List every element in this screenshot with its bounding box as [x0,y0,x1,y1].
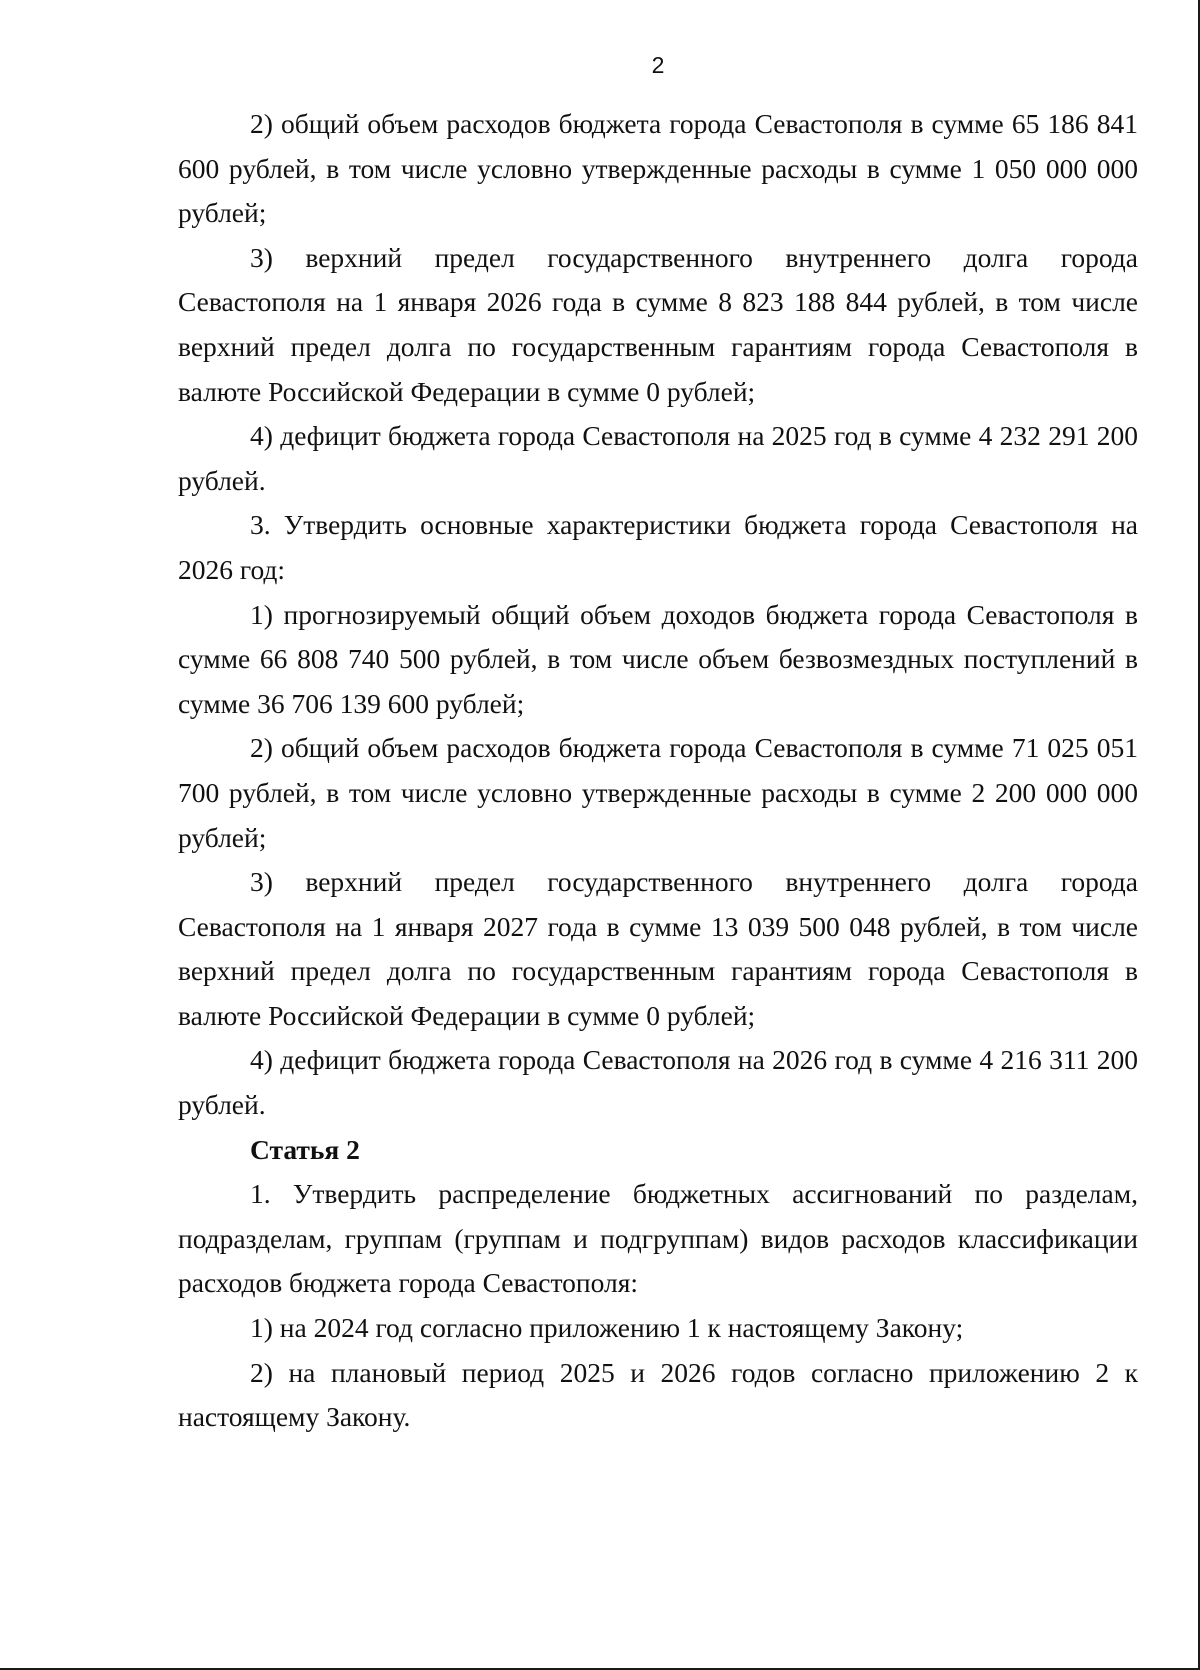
paragraph: 1) на 2024 год согласно приложению 1 к настоящему Закону; [250,1312,964,1344]
paragraph: 2) общий объем расходов бюджета города Севастополя в сумме 65 186 841 600 рублей, в том числе условно утвержденные расходы в сумме 1 050 000 000 рублей; [178,108,1138,229]
paragraph: 2) общий объем расходов бюджета города Севастополя в сумме 71 025 051 700 рублей, в том числе условно утвержденные расходы в сумме 2 200 000 000 рублей; [178,732,1138,853]
paragraph: 3) верхний предел государственного внутреннего долга города Севастополя на 1 января 2026 года в сумме 8 823 188 844 рублей, в том числе верхний предел долга по государственным гарантиям города Севастополя в валюте Российской Федерации в сумме 0 рублей; [178,241,1138,407]
article-heading: Статья 2 [250,1133,360,1165]
paragraph: 4) дефицит бюджета города Севастополя на 2026 год в сумме 4 216 311 200 рублей. [178,1044,1138,1121]
paragraph: 1) прогнозируемый общий объем доходов бюджета города Севастополя в сумме 66 808 740 500 рублей, в том числе объем безвозмездных поступлений в сумме 36 706 139 600 рублей; [178,598,1138,719]
paragraph: 1. Утвердить распределение бюджетных ассигнований по разделам, подразделам, группам (группам и подгруппам) видов расходов классификации расходов бюджета города Севастополя: [178,1178,1138,1299]
document-body [178,102,1138,1440]
paragraph: 3. Утвердить основные характеристики бюджета города Севастополя на 2026 год: [178,509,1138,585]
page-number: 2 [651,52,665,78]
paragraph: 2) на плановый период 2025 и 2026 годов согласно приложению 2 к настоящему Закону. [178,1356,1138,1433]
paragraph: 4) дефицит бюджета города Севастополя на 2025 год в сумме 4 232 291 200 рублей. [178,420,1138,496]
paragraph: 3) верхний предел государственного внутреннего долга города Севастополя на 1 января 2027 года в сумме 13 039 500 048 рублей, в том числе верхний предел долга по государственным гарантиям города Севастополя в валюте Российской Федерации в сумме 0 рублей; [178,866,1138,1031]
